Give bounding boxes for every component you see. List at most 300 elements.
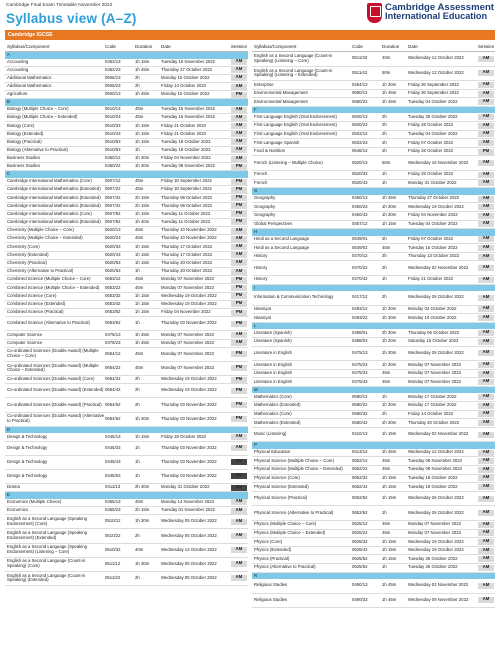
- table-row: [252, 306, 495, 315]
- subject-cell: Design & Technology: [7, 458, 48, 464]
- date-cell: Thursday 03 November 2022: [161, 401, 217, 407]
- session-cell: [477, 556, 495, 562]
- date-cell: Wednesday 19 October 2022: [161, 292, 217, 298]
- session-cell: [230, 459, 248, 465]
- date-cell: Friday 30 September 2022: [161, 186, 212, 192]
- subject-cell: Chemistry (Multiple Choice – Extended): [7, 235, 83, 241]
- subject-cell: Mathematics (Core): [254, 393, 292, 399]
- subject-cell: Chemistry (Extended): [7, 251, 49, 257]
- session-cell: [477, 295, 495, 301]
- subject-cell: Religious Studies: [254, 582, 288, 588]
- table-row: [5, 91, 248, 99]
- code-cell: 0606/13: [105, 75, 121, 81]
- session-badge: PM: [231, 164, 247, 170]
- date-cell: Thursday 06 October 2022: [161, 194, 213, 200]
- duration-cell: 2h 15m: [135, 507, 150, 513]
- date-cell: Friday 07 October 2022: [408, 139, 454, 145]
- header-code: Code: [105, 44, 116, 49]
- logo-line-1: Cambridge Assessment: [385, 2, 494, 13]
- session-badge: AM: [478, 196, 494, 202]
- duration-cell: 2h: [135, 532, 140, 538]
- date-cell: Thursday 03 November 2022: [161, 320, 217, 326]
- session-cell: [477, 411, 495, 417]
- table-row: [252, 329, 495, 338]
- session-cell: [230, 252, 248, 258]
- session-badge: AM: [478, 91, 494, 97]
- subject-cell: Co-ordinated Sciences (Double Award) (Alternative to Practical): [7, 413, 105, 424]
- duration-cell: 2h 30m: [382, 329, 397, 335]
- session-cell: [477, 530, 495, 536]
- session-badge: AM: [478, 330, 494, 336]
- duration-cell: 1h 30m: [382, 349, 397, 355]
- duration-cell: 45m: [135, 498, 144, 504]
- session-badge: AM: [478, 539, 494, 545]
- subject-cell: Geography: [254, 203, 276, 209]
- date-cell: Friday 30 September 2022: [408, 90, 459, 96]
- code-cell: 0653/42: [105, 300, 121, 306]
- session-badge: PM: [231, 301, 247, 307]
- code-cell: 0511/42: [352, 69, 368, 75]
- code-cell: 0455/13: [105, 498, 121, 504]
- table-row: [5, 227, 248, 235]
- date-cell: Friday 21 October 2022: [408, 276, 454, 282]
- table-row: [252, 67, 495, 82]
- table-row: [252, 131, 495, 140]
- table-row: [252, 347, 495, 362]
- session-badge: AM: [231, 252, 247, 258]
- code-cell: 0625/12: [352, 521, 368, 527]
- table-row: [5, 572, 248, 586]
- code-cell: 0652/12: [352, 457, 368, 463]
- duration-cell: 45m: [135, 227, 144, 233]
- session-badge: AM: [478, 484, 494, 490]
- code-cell: 0652/42: [352, 483, 368, 489]
- table-row: [252, 419, 495, 428]
- subject-cell: Computer Science: [7, 339, 43, 345]
- subject-cell: Chemistry (Practical): [7, 260, 47, 265]
- date-cell: Thursday 03 November 2022: [161, 415, 217, 421]
- session-cell: [230, 332, 248, 338]
- code-cell: 0610/43: [105, 130, 121, 136]
- table-row: [252, 579, 495, 594]
- session-cell: [477, 254, 495, 260]
- duration-cell: 1h 15m: [382, 495, 397, 501]
- session-cell: [230, 139, 248, 145]
- table-row: [5, 114, 248, 122]
- duration-cell: 2h: [382, 294, 387, 300]
- date-cell: Tuesday 04 October 2022: [408, 131, 458, 137]
- session-badge: AM: [231, 139, 247, 145]
- duration-cell: 2h: [382, 113, 387, 119]
- session-cell: [230, 301, 248, 307]
- date-cell: Tuesday 18 October 2022: [161, 147, 211, 153]
- letter-group-header: F: [252, 107, 495, 114]
- code-cell: 0460/43: [352, 212, 368, 218]
- session-cell: [230, 164, 248, 170]
- date-cell: Monday 07 November 2022: [408, 361, 462, 367]
- date-cell: Thursday 06 October 2022: [408, 329, 460, 335]
- session-cell: [230, 365, 248, 371]
- date-cell: Saturday 15 October 2022: [408, 338, 459, 344]
- code-cell: 0654/32: [105, 376, 121, 382]
- date-cell: Wednesday 19 October 2022: [408, 538, 464, 544]
- session-cell: [230, 59, 248, 65]
- subject-cell: Physical Science (Alternative to Practical): [254, 509, 334, 515]
- date-cell: Wednesday 26 October 2022: [408, 349, 464, 355]
- code-cell: 0620/53: [105, 260, 121, 265]
- subject-cell: English as a Second Language (Count-in Speaking) (Extended): [7, 572, 86, 583]
- session-badge: PM: [231, 277, 247, 283]
- duration-cell: 1h 45m: [382, 449, 397, 455]
- subject-cell: Physics (Extended): [254, 547, 292, 553]
- date-cell: Thursday 27 October 2022: [408, 195, 460, 201]
- session-cell: [477, 204, 495, 210]
- code-cell: 0653/12: [105, 276, 121, 282]
- table-row: [5, 293, 248, 301]
- code-cell: 0500/13: [352, 113, 368, 119]
- code-cell: 0652/52: [352, 495, 368, 501]
- subject-cell: Biology (Multiple Choice – Extended): [7, 114, 78, 120]
- session-badge: AM: [231, 533, 247, 539]
- duration-cell: 2h: [135, 401, 140, 407]
- session-cell: [230, 519, 248, 525]
- duration-cell: 1h: [135, 320, 140, 326]
- subject-cell: Design & Technology: [7, 433, 48, 439]
- session-badge: AM: [478, 548, 494, 554]
- duration-cell: 1h 30m: [135, 155, 150, 161]
- session-cell: [230, 434, 248, 440]
- duration-cell: 1h 15m: [382, 483, 397, 489]
- date-cell: Tuesday 08 November 2022: [161, 163, 216, 169]
- duration-cell: 1h: [135, 458, 140, 464]
- table-row: [252, 411, 495, 420]
- session-badge: AM: [478, 160, 494, 166]
- code-cell: 0410/13: [352, 431, 368, 437]
- session-cell: [477, 450, 495, 456]
- date-cell: Friday 07 October 2022: [408, 235, 454, 241]
- session-badge: PM: [231, 377, 247, 383]
- subject-cell: Hindi as a Second Language: [254, 244, 310, 250]
- date-cell: Thursday 03 November 2022: [161, 473, 217, 479]
- duration-cell: 1h 45m: [382, 597, 397, 603]
- subject-cell: Literature in English: [254, 370, 292, 376]
- session-cell: [477, 265, 495, 271]
- table-row: [5, 83, 248, 91]
- date-cell: Monday 07 November 2022: [161, 284, 215, 290]
- duration-cell: 45m: [135, 350, 144, 356]
- session-badge: AM: [231, 67, 247, 73]
- subject-cell: English as a Second Language (Speaking Endorsement) (Extended): [7, 530, 88, 540]
- table-row: [5, 442, 248, 456]
- table-row: [5, 211, 248, 219]
- subject-cell: French: [254, 180, 268, 186]
- date-cell: Monday 07 November 2022: [161, 331, 215, 337]
- table-row: [252, 530, 495, 539]
- code-cell: 0620/23: [105, 235, 121, 241]
- session-badge: AM: [478, 411, 494, 417]
- code-cell: 0520/33: [352, 171, 368, 177]
- code-cell: 0607/62: [105, 219, 121, 225]
- duration-cell: 1h 45m: [382, 582, 397, 588]
- table-row: [5, 362, 248, 376]
- session-badge: PM: [231, 351, 247, 357]
- session-cell: [477, 379, 495, 385]
- table-row: [5, 106, 248, 114]
- duration-cell: 1h: [382, 171, 387, 177]
- duration-cell: 1h 30m: [382, 81, 397, 87]
- session-cell: [477, 140, 495, 146]
- subject-cell: Design & Technology: [7, 444, 48, 450]
- session-badge: AM: [478, 236, 494, 242]
- date-cell: Monday 07 November 2022: [408, 521, 462, 527]
- duration-cell: 1h 30m: [382, 361, 397, 367]
- session-cell: [230, 416, 248, 422]
- code-cell: 0450/22: [105, 163, 121, 169]
- session-badge: AM: [478, 277, 494, 283]
- date-cell: Friday 21 October 2022: [161, 122, 207, 128]
- code-cell: 0450/12: [105, 155, 121, 161]
- session-badge: AM: [231, 115, 247, 121]
- subject-cell: Business Studies: [7, 155, 40, 161]
- subject-cell: Cambridge International Mathematics (Extended): [7, 186, 101, 192]
- subject-cell: English as a Second Language (Count-in Speaking) (Listening – Extended): [254, 67, 333, 78]
- table-row: [5, 268, 248, 276]
- duration-cell: 1h 15m: [382, 538, 397, 544]
- table-row: [5, 348, 248, 362]
- subject-cell: Literature (Spanish): [254, 338, 292, 344]
- session-cell: [230, 187, 248, 193]
- session-cell: [477, 548, 495, 554]
- subject-cell: Physical Science (Multiple Choice – Core): [254, 457, 335, 463]
- code-cell: 0620/63: [105, 268, 121, 274]
- duration-cell: 1h 30m: [382, 212, 397, 218]
- session-badge: AM: [478, 82, 494, 88]
- subject-cell: Islamiyat: [254, 314, 271, 320]
- session-badge: AM: [478, 265, 494, 271]
- subject-cell: Design & Technology: [7, 473, 48, 479]
- subject-cell: Food & Nutrition: [254, 148, 286, 154]
- session-badge: PM: [231, 219, 247, 225]
- table-row: [252, 148, 495, 157]
- date-cell: Friday 25 October 2022: [408, 171, 454, 177]
- session-cell: [477, 82, 495, 88]
- duration-cell: 2h: [382, 148, 387, 154]
- date-cell: Thursday 17 October 2022: [161, 251, 213, 257]
- duration-cell: 1h 40m: [135, 219, 150, 225]
- code-cell: 0625/32: [352, 538, 368, 544]
- subject-cell: Physics (Core): [254, 538, 283, 544]
- session-badge: AM: [231, 519, 247, 525]
- page-title: Syllabus view (A–Z): [6, 11, 137, 26]
- table-row: [5, 243, 248, 251]
- date-cell: Tuesday 25 October 2022: [408, 113, 458, 119]
- table-row: [5, 384, 248, 398]
- duration-cell: 1h: [382, 180, 387, 186]
- session-badge: PM: [231, 92, 247, 98]
- code-cell: 0445/13: [105, 433, 121, 439]
- subject-cell: Biology (Extended): [7, 130, 44, 136]
- duration-cell: 1h 30m: [135, 518, 150, 524]
- session-cell: [477, 403, 495, 409]
- letter-group-header: C: [5, 171, 248, 178]
- header-code: Code: [352, 44, 363, 49]
- session-cell: [477, 180, 495, 186]
- session-badge: AM: [478, 295, 494, 301]
- session-cell: [477, 196, 495, 202]
- session-badge: AM: [231, 84, 247, 90]
- date-cell: Wednesday 12 October 2022: [408, 55, 464, 61]
- date-cell: Monday 07 November 2022: [408, 378, 462, 384]
- session-badge: AM: [478, 254, 494, 260]
- session-cell: [477, 432, 495, 438]
- subject-cell: Co-ordinated Sciences (Double Award) (Practical): [7, 401, 102, 407]
- session-badge: PM: [231, 310, 247, 316]
- date-cell: Wednesday 02 November 2022: [408, 264, 469, 270]
- session-badge: AM: [231, 228, 247, 234]
- subject-cell: Agriculture: [7, 91, 28, 97]
- page-header: [0, 0, 500, 30]
- duration-cell: 1h 15m: [135, 122, 150, 128]
- session-badge: AM: [478, 213, 494, 219]
- duration-cell: 1h 45m: [135, 91, 150, 97]
- duration-cell: 2h: [382, 264, 387, 270]
- date-cell: Tuesday 08 November 2022: [408, 457, 463, 463]
- session-cell: [477, 114, 495, 120]
- subject-cell: Environmental Management: [254, 90, 308, 96]
- session-cell: [230, 92, 248, 98]
- duration-cell: 1h 30m: [382, 203, 397, 209]
- session-badge: AM: [478, 450, 494, 456]
- table-row: [252, 492, 495, 507]
- date-cell: Wednesday 19 October 2022: [161, 300, 217, 306]
- subject-cell: Additional Mathematics: [7, 75, 52, 81]
- session-cell: [230, 236, 248, 242]
- session-badge: AM: [478, 475, 494, 481]
- header-duration: Duration: [382, 44, 400, 49]
- table-row: [5, 186, 248, 194]
- header-subject: Syllabus/Component: [254, 44, 297, 49]
- session-cell: [230, 219, 248, 225]
- code-cell: 0625/62: [352, 564, 368, 570]
- session-badge: PM: [231, 321, 247, 327]
- subject-cell: Combined Science (Multiple Choice – Extended): [7, 284, 100, 290]
- date-cell: Monday 07 November 2022: [408, 530, 462, 536]
- table-row: [252, 521, 495, 530]
- session-badge: PM: [231, 211, 247, 217]
- subject-cell: Physics (Alternative to Practical): [254, 564, 316, 570]
- table-body: [5, 52, 248, 586]
- subject-cell: Business Studies: [7, 163, 40, 169]
- date-cell: Monday 07 November 2022: [161, 339, 215, 345]
- duration-cell: 1h: [135, 268, 140, 274]
- session-cell: [477, 371, 495, 377]
- date-cell: Thursday 03 November 2022: [161, 458, 217, 464]
- session-cell: [477, 99, 495, 105]
- date-cell: Wednesday 16 November 2022: [408, 159, 469, 165]
- session-cell: [230, 402, 248, 408]
- session-badge: AM: [231, 561, 247, 567]
- date-cell: Wednesday 26 October 2022: [408, 509, 464, 515]
- date-cell: Thursday 20 October 2022: [408, 419, 460, 425]
- table-row: [5, 235, 248, 243]
- date-cell: Monday 10 October 2022: [161, 91, 210, 97]
- subject-cell: Physical Science (Multiple Choice – Extended): [254, 466, 343, 472]
- session-badge: AM: [478, 583, 494, 589]
- date-cell: Monday 31 October 2022: [161, 484, 210, 490]
- session-cell: [477, 315, 495, 321]
- date-cell: Thursday 10 November 2022: [161, 227, 217, 233]
- code-cell: 0607/22: [105, 186, 121, 192]
- date-cell: Thursday 03 November 2022: [161, 444, 217, 450]
- date-cell: Monday 14 November 2022: [161, 498, 215, 504]
- table-row: [5, 260, 248, 268]
- code-cell: 0510/22: [105, 532, 121, 538]
- session-badge: AM: [478, 56, 494, 62]
- table-row: [252, 253, 495, 262]
- duration-cell: 1h 30m: [135, 163, 150, 169]
- duration-cell: 1h 15m: [382, 431, 397, 437]
- subject-cell: Environmental Management: [254, 98, 308, 104]
- code-cell: 0460/23: [352, 203, 368, 209]
- session-cell: [477, 277, 495, 283]
- code-cell: 0652/22: [352, 466, 368, 472]
- duration-cell: 2h: [135, 83, 140, 89]
- code-cell: 0470/22: [352, 264, 368, 270]
- table-row: [252, 547, 495, 556]
- session-cell: [477, 350, 495, 356]
- subject-cell: Cambridge International Mathematics (Extended): [7, 194, 101, 200]
- code-cell: 0493/12: [352, 306, 368, 312]
- session-badge: PM: [231, 365, 247, 371]
- date-cell: Tuesday 04 October 2022: [408, 98, 458, 104]
- document-subtitle: Cambridge Final Exam Timetable November 2022: [6, 3, 113, 8]
- duration-cell: 2h: [135, 376, 140, 382]
- code-cell: 0457/12: [352, 220, 368, 226]
- code-cell: 0488/03: [352, 338, 368, 344]
- subject-cell: Chemistry (Alternative to Practical): [7, 268, 74, 274]
- duration-cell: 45m: [382, 530, 391, 536]
- duration-cell: 1h 15m: [135, 260, 150, 265]
- code-cell: 0620/33: [105, 243, 121, 249]
- code-cell: 0610/13: [105, 106, 121, 112]
- session-badge: AM: [478, 496, 494, 502]
- session-cell: [230, 244, 248, 250]
- table-row: [5, 376, 248, 384]
- session-badge: AM: [231, 107, 247, 113]
- duration-cell: 45m: [135, 276, 144, 282]
- letter-group-header: A: [5, 52, 248, 59]
- table-row: [252, 113, 495, 122]
- subject-cell: Economics (Multiple Choice): [7, 498, 62, 504]
- table-row: [252, 314, 495, 323]
- code-cell: 0511/12: [105, 560, 121, 566]
- session-cell: [477, 172, 495, 178]
- session-cell: [230, 351, 248, 357]
- table-row: [5, 340, 248, 348]
- duration-cell: 1h: [135, 473, 140, 479]
- session-cell: [230, 203, 248, 209]
- table-row: [5, 75, 248, 83]
- session-badge: AM: [478, 510, 494, 516]
- code-cell: 0488/01: [352, 329, 368, 335]
- session-badge: AM: [478, 172, 494, 178]
- session-cell: [230, 84, 248, 90]
- table-row: [252, 475, 495, 484]
- date-cell: Wednesday 05 October 2022: [161, 560, 217, 566]
- session-cell: [477, 522, 495, 528]
- session-badge: AM: [231, 131, 247, 137]
- code-cell: 0580/12: [352, 393, 368, 399]
